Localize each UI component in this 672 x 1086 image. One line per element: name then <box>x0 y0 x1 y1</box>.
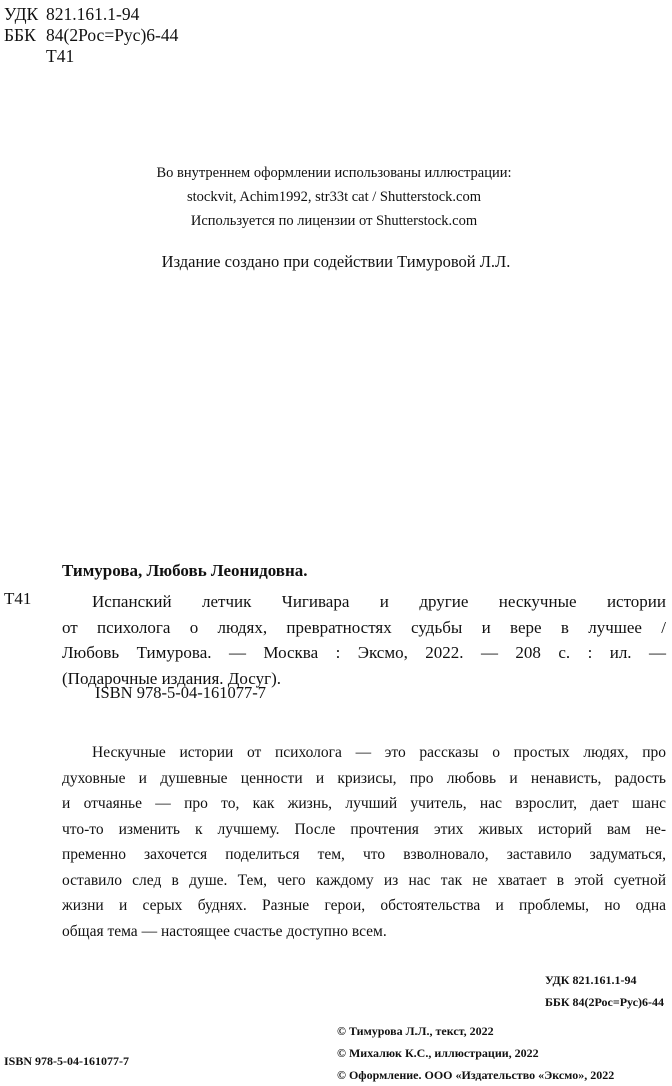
author-mark: Т41 <box>46 46 75 66</box>
classification-codes <box>4 4 178 67</box>
catalog-description <box>62 589 666 691</box>
copyright-line: © Оформление. ООО «Издательство «Эксмо», 2022 <box>337 1068 615 1082</box>
catalog-author-mark: Т41 <box>4 589 32 608</box>
catalog-line: (Подарочные издания. Досуг). <box>62 668 282 688</box>
udk-label: УДК <box>4 4 39 24</box>
bbk-right: ББК 84(2Рос=Рус)6-44 <box>544 995 664 1009</box>
annotation-line: и отчаянье — про то, как жизнь, лучший учитель, нас взрослит, дает шанс <box>62 795 666 812</box>
udk-value: 821.161.1-94 <box>46 4 140 24</box>
classification-codes-right <box>545 969 664 1013</box>
catalog-isbn: ISBN 978-5-04-161077-7 <box>95 683 266 702</box>
annotation-line: общая тема — настоящее счастье доступно всем. <box>62 922 387 940</box>
bbk-row <box>4 25 178 46</box>
annotation-line: что-то изменить к лучшему. После прочтения этих живых историй вам не- <box>62 820 666 838</box>
bbk-label: ББК <box>4 25 36 45</box>
annotation-line: жизни и серых буднях. Разные герои, обстоятельства и проблемы, но одна <box>62 897 666 914</box>
copyright-line: © Михалюк К.С., иллюстрации, 2022 <box>337 1046 539 1060</box>
isbn-bottom: ISBN 978-5-04-161077-7 <box>4 1054 129 1068</box>
copyright-line: © Тимурова Л.Л., текст, 2022 <box>337 1024 494 1038</box>
credits-line-1: Во внутреннем оформлении использованы иллюстрации: <box>156 165 512 181</box>
udk-right: УДК 821.161.1-94 <box>544 973 637 987</box>
udk-row <box>4 4 178 25</box>
illustration-credits <box>0 161 672 233</box>
annotation-line: духовные и душевные ценности и кризисы, про любовь и ненависть, радость <box>62 769 666 787</box>
annotation <box>62 740 666 944</box>
credits-line-3: Используется по лицензии от Shutterstock.com <box>190 213 478 229</box>
annotation-line: Нескучные истории от психолога — это рассказы о простых людях, про <box>92 744 666 761</box>
catalog-author-heading: Тимурова, Любовь Леонидовна. <box>62 561 308 580</box>
annotation-line: пременно захочется поделиться тем, что взволновало, заставило задуматься, <box>62 846 666 863</box>
catalog-line: Любовь Тимурова. — Москва : Эксмо, 2022. — 208 с. : ил. — <box>62 643 666 662</box>
copyright-block <box>337 1020 614 1086</box>
bbk-value: 84(2Рос=Рус)6-44 <box>46 25 179 45</box>
credits-line-2: stockvit, Achim1992, str33t cat / Shutterstock.com <box>187 189 481 205</box>
catalog-line: от психолога о людях, превратностях судьбы и вере в лучшее / <box>62 617 666 637</box>
assisted-note: Издание создано при содействии Тимуровой Л.Л. <box>161 252 511 271</box>
catalog-line: Испанский летчик Чигивара и другие нескучные истории <box>92 592 666 611</box>
annotation-line: оставило след в душе. Тем, чего каждому из нас так не хватает в этой суетной <box>62 871 666 889</box>
